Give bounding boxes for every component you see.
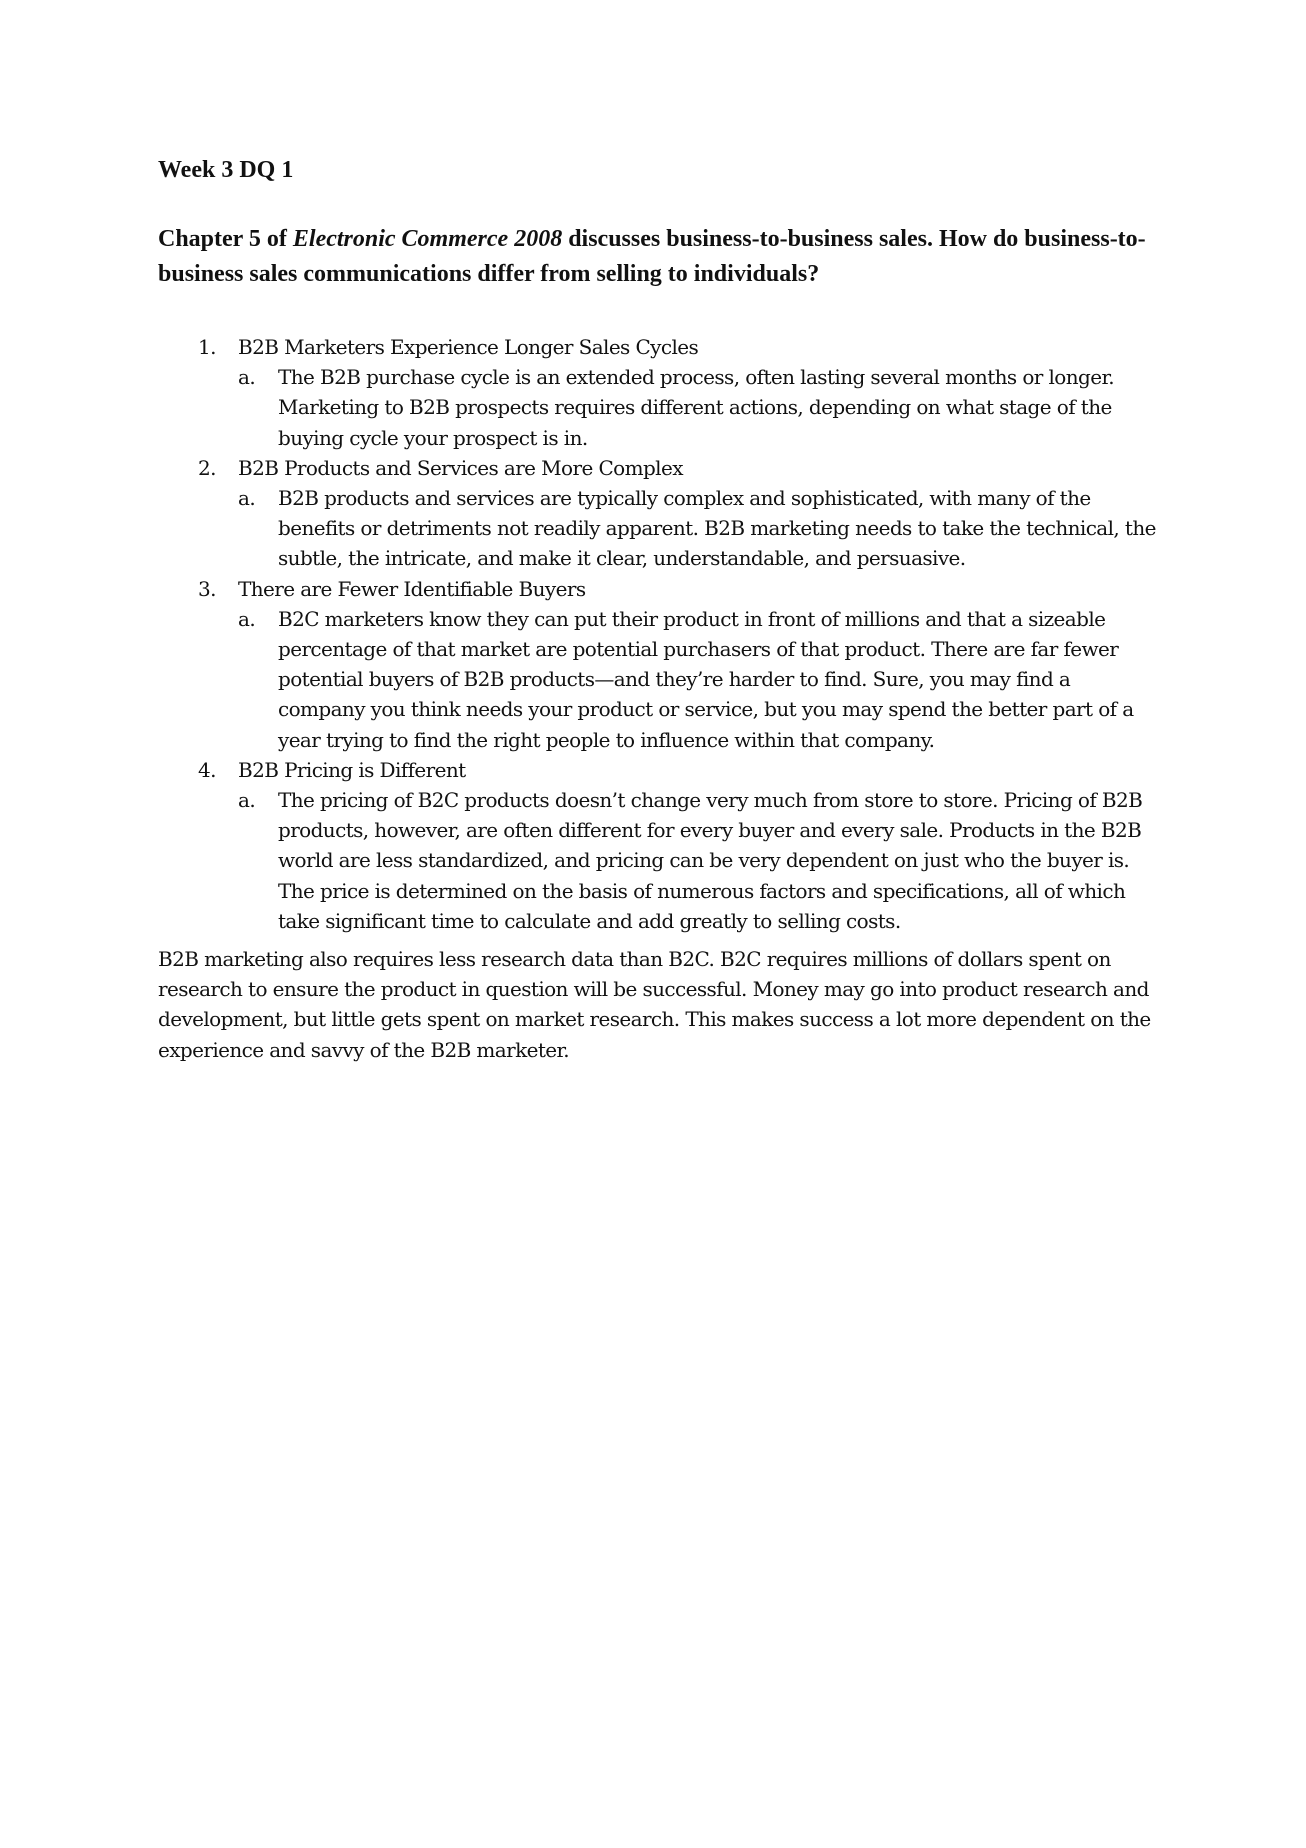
sub-item-letter: a. — [238, 788, 256, 813]
document-title: Week 3 DQ 1 — [158, 157, 294, 183]
question-text-start: Chapter 5 of — [158, 226, 293, 252]
list-item — [158, 332, 1158, 453]
item-heading: B2B Pricing is Different — [238, 757, 466, 782]
sub-item-letter: a. — [238, 606, 256, 631]
book-title: Electronic Commerce 2008 — [292, 226, 563, 252]
item-heading: B2B Products and Services are More Complex — [238, 455, 683, 480]
item-number: 3. — [198, 576, 216, 601]
sub-item — [238, 362, 1158, 453]
sub-item — [238, 483, 1158, 574]
sub-item-letter: a. — [238, 365, 256, 390]
item-number: 1. — [198, 335, 216, 359]
list-item — [158, 453, 1158, 574]
sub-item-text: The B2B purchase cycle is an extended process, often lasting several months or longer. Marketing to B2B prospects requires different actions, depending on what stage of the buying cycle your prospect is in. — [278, 365, 1114, 450]
closing-paragraph: B2B marketing also requires less research data than B2C. B2C requires millions of dollars spent on research to ensure the product in question will be successful. Money may go into product research and development, but little gets spent on market research. This makes success a lot more dependent on the experience and savvy of the B2B marketer. — [158, 947, 1151, 1062]
document-page — [158, 154, 1158, 1085]
question-text-end: discusses business-to-business sales. How do business-to-business sales communications differ from selling to individuals? — [158, 226, 1146, 287]
item-number: 4. — [198, 757, 216, 782]
discussion-question — [158, 222, 1158, 292]
item-heading: There are Fewer Identifiable Buyers — [238, 576, 586, 601]
item-heading: B2B Marketers Experience Longer Sales Cycles — [238, 335, 699, 359]
answer-points-list — [158, 332, 1158, 936]
sub-item-letter: a. — [238, 486, 256, 511]
sub-item — [238, 604, 1158, 755]
sub-item-text: B2C marketers know they can put their product in front of millions and that a sizeable percentage of that market are potential purchasers of that product. There are far fewer potential buyers of B2B products—and they’re harder to find. Sure, you may find a company you think needs your product or service, but you may spend the better part of a year trying to find the right people to influence within that company. — [278, 606, 1134, 752]
list-item — [158, 574, 1158, 755]
item-number: 2. — [198, 455, 216, 480]
sub-item-text: B2B products and services are typically complex and sophisticated, with many of the benefits or detriments not readily apparent. B2B marketing needs to take the technical, the subtle, the intricate, and make it clear, understandable, and persuasive. — [278, 486, 1156, 571]
sub-item-text: The pricing of B2C products doesn’t change very much from store to store. Pricing of B2B products, however, are often different for every buyer and every sale. Products in the B2B world are less standardized, and pricing can be very dependent on just who the buyer is. The price is determined on the basis of numerous factors and specifications, all of which take significant time to calculate and add greatly to selling costs. — [278, 788, 1143, 933]
sub-item — [238, 785, 1158, 936]
list-item — [158, 755, 1158, 936]
